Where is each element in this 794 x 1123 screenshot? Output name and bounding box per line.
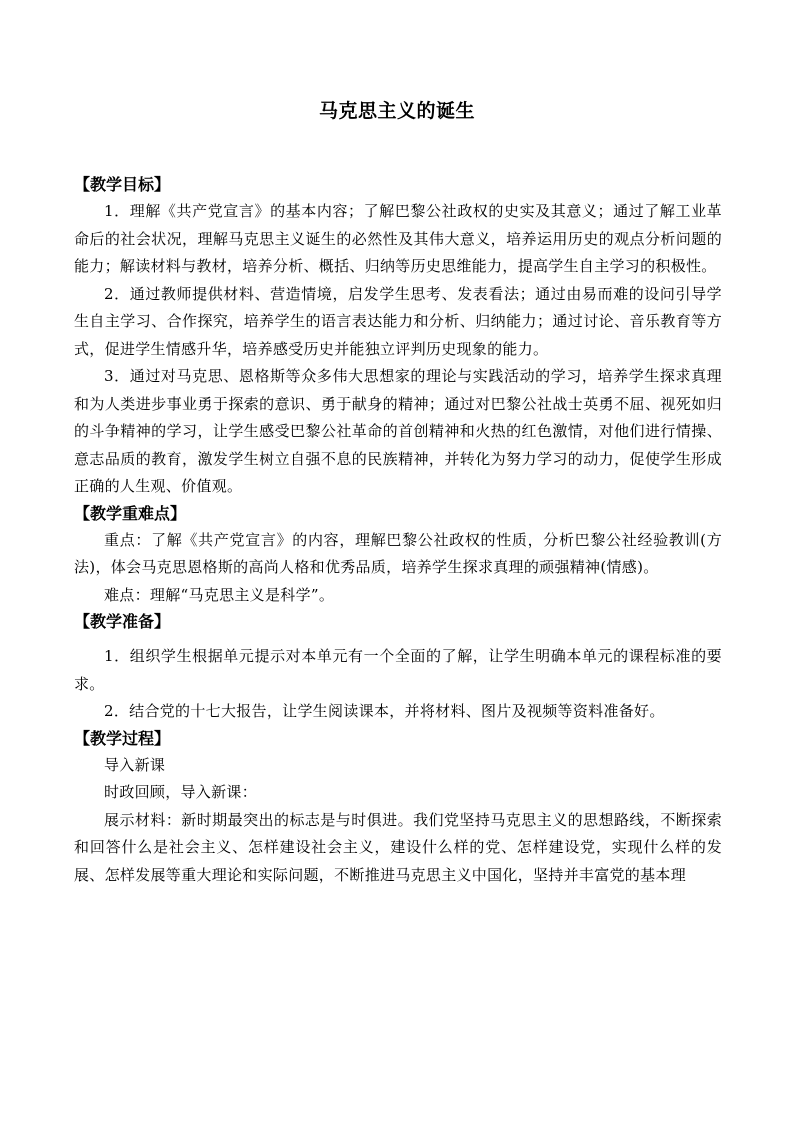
document-body [74, 172, 722, 889]
section-heading: 【教学准备】 [74, 612, 171, 631]
paragraph: 1．组织学生根据单元提示对本单元有一个全面的了解，让学生明确本单元的课程标准的要求。 [74, 647, 722, 693]
paragraph: 3．通过对马克思、恩格斯等众多伟大思想家的理论与实践活动的学习，培养学生探求真理和为人类进步事业勇于探索的意识、勇于献身的精神；通过对巴黎公社战士英勇不屈、视死如归的斗争精神的学习，让学生感受巴黎公社革命的首创精神和火热的红色激情，对他们进行情操、意志品质的教育，激发学生树立自强不息的民族精神，并转化为努力学习的动力，促使学生形成正确的人生观、价值观。 [74, 367, 722, 495]
section-teaching-process [74, 726, 722, 890]
paragraph: 难点：理解“马克思主义是科学”。 [104, 585, 335, 604]
paragraph: 展示材料：新时期最突出的标志是与时俱进。我们党坚持马克思主义的思想路线，不断探索和回答什么是社会主义、怎样建设社会主义，建设什么样的党、怎样建设党，实现什么样的发展、怎样发展等重大理论和实际问题，不断推进马克思主义中国化，坚持并丰富党的基本理 [74, 810, 722, 884]
paragraph: 重点：了解《共产党宣言》的内容，理解巴黎公社政权的性质，分析巴黎公社经验教训(方法)，体会马克思恩格斯的高尚人格和优秀品质，培养学生探求真理的顽强精神(情感)。 [74, 530, 722, 576]
section-key-difficult-points [74, 501, 722, 610]
paragraph: 2．通过教师提供材料、营造情境，启发学生思考、发表看法；通过由易而难的设问引导学生自主学习、合作探究，培养学生的语言表达能力和分析、归纳能力；通过讨论、音乐教育等方式，促进学生情感升华，培养感受历史并能独立评判历史现象的能力。 [74, 284, 722, 358]
document-title: 马克思主义的诞生 [318, 100, 475, 122]
section-teaching-preparation [74, 609, 722, 726]
section-heading: 【教学目标】 [74, 175, 171, 194]
section-heading: 【教学过程】 [74, 728, 171, 748]
paragraph: 导入新课 [104, 755, 166, 774]
paragraph: 时政回顾，导入新课： [104, 783, 258, 801]
section-teaching-objectives [74, 172, 722, 501]
paragraph: 1．理解《共产党宣言》的基本内容；了解巴黎公社政权的史实及其意义；通过了解工业革命后的社会状况，理解马克思主义诞生的必然性及其伟大意义，培养运用历史的观点分析问题的能力；解读材料与教材，培养分析、概括、归纳等历史思维能力，提高学生自主学习的积极性。 [74, 202, 722, 275]
paragraph: 2．结合党的十七大报告，让学生阅读课本，并将材料、图片及视频等资料准备好。 [104, 702, 665, 720]
section-heading: 【教学重难点】 [74, 503, 187, 523]
